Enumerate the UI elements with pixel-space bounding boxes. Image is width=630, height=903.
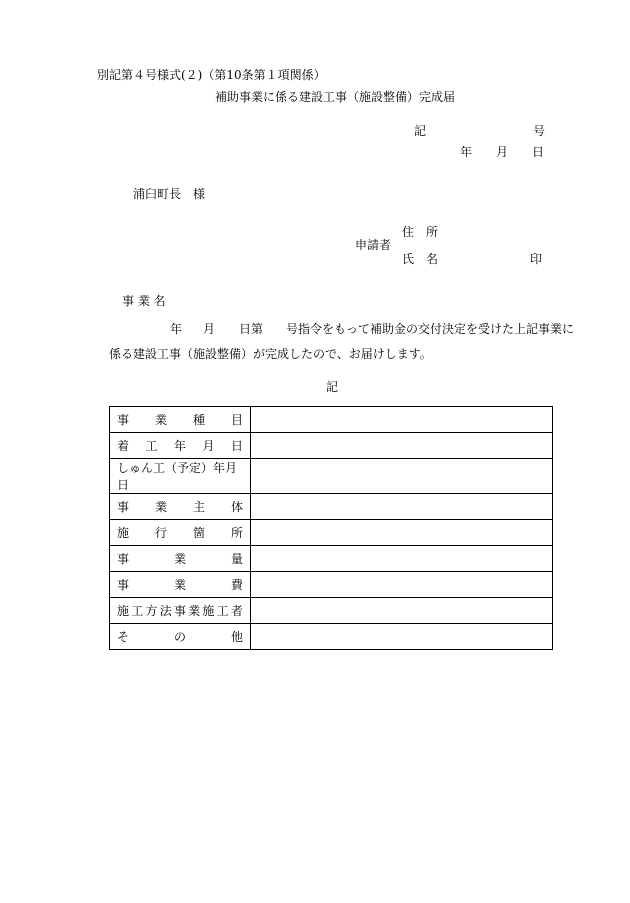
table-row — [110, 546, 553, 572]
row-label-cell — [110, 459, 251, 494]
row-label-char: の — [173, 630, 186, 644]
date-day: 日 — [532, 145, 545, 159]
row-label — [110, 411, 250, 428]
row-value-cell[interactable] — [251, 407, 553, 433]
addressee: 浦臼町長 様 — [133, 187, 206, 201]
row-label-char: 法 — [159, 604, 172, 618]
row-label-char: 業 — [173, 552, 186, 566]
row-label-cell — [110, 598, 251, 624]
row-label-char: 着 — [117, 439, 130, 453]
row-value-cell[interactable] — [251, 520, 553, 546]
table-row — [110, 520, 553, 546]
row-label-cell — [110, 572, 251, 598]
row-label — [110, 550, 250, 567]
row-label-char: しゅん工（予定）年月日 — [117, 461, 238, 492]
row-label — [110, 437, 250, 454]
row-label-char: 施 — [117, 526, 130, 540]
table-row — [110, 433, 553, 459]
body-line2: 係る建設工事（施設整備）が完成したので、お届けします。 — [109, 347, 432, 361]
row-label — [110, 576, 250, 593]
doc-number-ki: 記 — [414, 124, 427, 138]
row-label-char: 年 — [173, 439, 186, 453]
row-label — [110, 498, 250, 515]
row-label-cell — [110, 520, 251, 546]
row-value-cell[interactable] — [251, 598, 553, 624]
row-label-char: 事 — [117, 500, 130, 514]
row-label-char: 方 — [145, 604, 158, 618]
row-label-char: 事 — [173, 604, 186, 618]
ki-heading: 記 — [326, 380, 339, 394]
document-title: 補助事業に係る建設工事（施設整備）完成届 — [215, 90, 456, 104]
body-line1-rest: 号指令をもって補助金の交付決定を受けた上記事業に — [286, 322, 575, 336]
row-label-char: 量 — [230, 552, 243, 566]
row-label-char: 事 — [117, 413, 130, 427]
row-label-char: 月 — [202, 439, 215, 453]
row-label-char: 施 — [202, 604, 215, 618]
row-label-char: 種 — [192, 413, 205, 427]
row-label-char: 工 — [131, 604, 144, 618]
row-label-char: 主 — [192, 500, 205, 514]
row-label-char: 費 — [230, 578, 243, 592]
row-label-char: 業 — [154, 413, 167, 427]
row-label-char: 者 — [230, 604, 243, 618]
body-month: 月 — [203, 322, 216, 336]
row-label-char: 施 — [117, 604, 130, 618]
row-label — [110, 628, 250, 645]
row-label-char: 箇 — [192, 526, 205, 540]
table-row — [110, 572, 553, 598]
row-label-cell — [110, 494, 251, 520]
applicant-address-label: 住 所 — [402, 225, 439, 239]
row-label — [110, 602, 250, 619]
project-details-table — [109, 406, 553, 650]
row-label — [110, 524, 250, 541]
row-value-cell[interactable] — [251, 433, 553, 459]
row-label-char: 工 — [145, 439, 158, 453]
doc-number-go: 号 — [533, 124, 546, 138]
project-name-label: 事 業 名 — [122, 294, 166, 308]
body-day-number: 日第 — [239, 322, 264, 336]
table-row — [110, 598, 553, 624]
table-row — [110, 459, 553, 494]
body-year: 年 — [170, 322, 183, 336]
row-label-char: 行 — [154, 526, 167, 540]
row-label-char: 所 — [230, 526, 243, 540]
row-label-char: 業 — [154, 500, 167, 514]
row-label-cell — [110, 407, 251, 433]
row-value-cell[interactable] — [251, 494, 553, 520]
table-row — [110, 624, 553, 650]
row-label-char: 目 — [230, 413, 243, 427]
form-number: 別記第４号様式(２)（第10条第１項関係） — [97, 68, 326, 82]
row-label-char: 業 — [188, 604, 201, 618]
row-label-char: 体 — [230, 500, 243, 514]
row-label-char: 日 — [230, 439, 243, 453]
applicant-name-label: 氏 名 — [402, 252, 439, 266]
row-label-char: 事 — [117, 552, 130, 566]
row-label — [110, 459, 250, 493]
applicant-label: 申請者 — [355, 238, 392, 252]
row-label-cell — [110, 433, 251, 459]
row-value-cell[interactable] — [251, 624, 553, 650]
table-row — [110, 494, 553, 520]
row-value-cell[interactable] — [251, 459, 553, 494]
row-label-char: 事 — [117, 578, 130, 592]
row-value-cell[interactable] — [251, 572, 553, 598]
row-label-cell — [110, 546, 251, 572]
row-value-cell[interactable] — [251, 546, 553, 572]
row-label-char: そ — [117, 630, 130, 644]
row-label-char: 他 — [230, 630, 243, 644]
date-month: 月 — [496, 145, 509, 159]
date-year: 年 — [460, 145, 473, 159]
row-label-cell — [110, 624, 251, 650]
seal-mark: 印 — [530, 252, 543, 266]
row-label-char: 工 — [216, 604, 229, 618]
row-label-char: 業 — [173, 578, 186, 592]
table-row — [110, 407, 553, 433]
